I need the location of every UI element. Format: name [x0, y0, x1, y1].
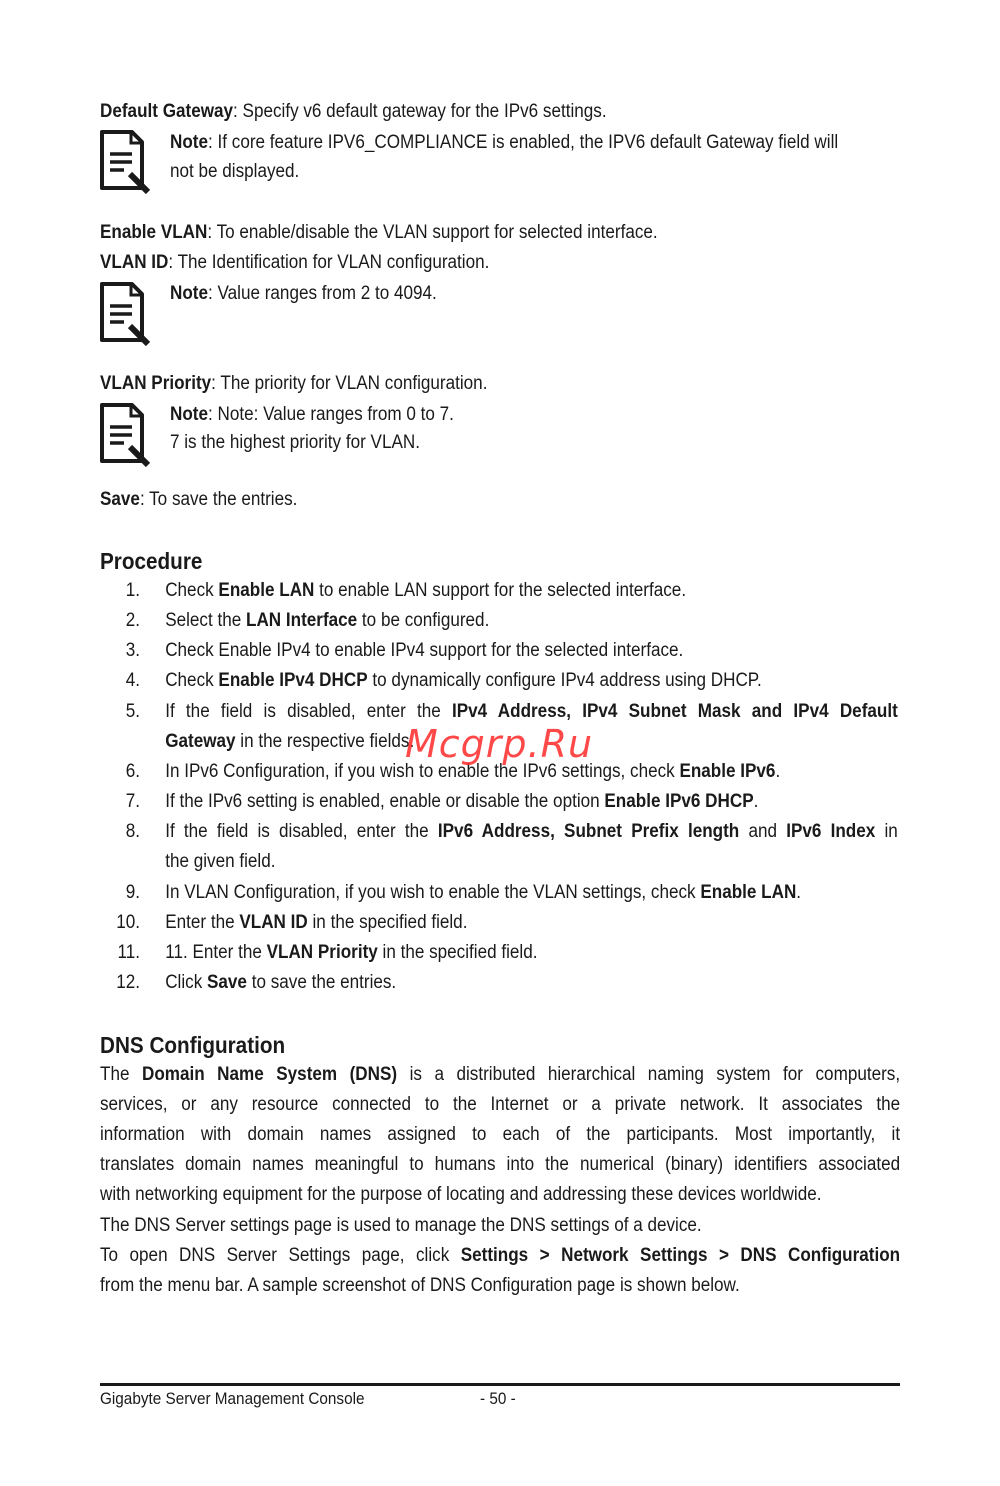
term: Default Gateway: [100, 101, 234, 122]
step-text: Check: [165, 670, 219, 691]
step-number: 4.: [125, 670, 140, 691]
step-text: Enter the: [165, 912, 240, 933]
note1-line1: [170, 128, 839, 158]
watermark-text: Mcgrp.Ru: [405, 722, 594, 766]
step-number: 8.: [125, 821, 140, 842]
step-bold: IPv4 Address, IPv4 Subnet Mask and IPv4 Default: [452, 701, 898, 722]
step-text: in the specified field.: [377, 942, 538, 963]
term: Save: [100, 489, 140, 510]
dns-paragraph-line: with networking equipment for the purpose of locating and addressing these devices worldwide.: [100, 1184, 822, 1205]
step-number: 11.: [117, 942, 140, 963]
vlan-id-line: [100, 248, 820, 278]
dns-paragraph-line: services, or any resource connected to the Internet or a private network. It associates the: [100, 1094, 901, 1115]
dns-heading: DNS Configuration: [100, 1032, 286, 1058]
term: VLAN ID: [100, 252, 169, 273]
step-text: Click: [165, 972, 208, 993]
note-label: Note: [170, 132, 209, 153]
step-text: .: [753, 791, 759, 812]
desc: : To save the entries.: [139, 489, 298, 510]
step-number: 5.: [125, 701, 140, 722]
step-text: .: [796, 882, 802, 903]
step-text: to dynamically configure IPv4 address using DHCP.: [367, 670, 762, 691]
step-bold: Enable LAN: [218, 580, 315, 601]
text: The: [100, 1064, 142, 1085]
step-number: 2.: [125, 610, 140, 631]
step-text: In IPv6 Configuration, if you wish to enable the IPv6 settings, check: [165, 761, 680, 782]
step-text: .: [775, 761, 781, 782]
note2-line1: [170, 279, 827, 309]
step-text: in the specified field.: [307, 912, 468, 933]
step-bold: Gateway: [165, 731, 236, 752]
step-text: Check Enable IPv4 to enable IPv4 support for the selected interface.: [165, 640, 684, 661]
dns-paragraph-line: information with domain names assigned to each of the participants. Most importantly, it: [100, 1124, 901, 1145]
step-bold: IPv6 Index: [786, 821, 876, 842]
menu-path: Settings > Network Settings > DNS Configuration: [460, 1245, 901, 1266]
step-text: in: [875, 821, 898, 842]
bold-text: Domain Name System (DNS): [141, 1064, 398, 1085]
enable-vlan-line: [100, 218, 820, 248]
note-label: Note: [170, 404, 209, 425]
step-bold: IPv6 Address, Subnet Prefix length: [437, 821, 740, 842]
note3-line1: [170, 400, 827, 430]
page-number: - 50 -: [480, 1389, 516, 1408]
term: Enable VLAN: [100, 222, 208, 243]
text: is a distributed hierarchical naming system for computers,: [397, 1064, 901, 1085]
step-text: If the field is disabled, enter the: [165, 821, 438, 842]
step-number: 10.: [116, 912, 140, 933]
desc: : To enable/disable the VLAN support for selected interface.: [207, 222, 658, 243]
step-text: to save the entries.: [246, 972, 397, 993]
dns-paragraph-line: [100, 1060, 900, 1090]
step-number: 9.: [125, 882, 140, 903]
note-icon: [98, 280, 156, 348]
term: VLAN Priority: [100, 373, 212, 394]
vlan-priority-line: [100, 369, 820, 399]
note-label: Note: [170, 283, 209, 304]
dns-paragraph-line: [100, 1241, 900, 1271]
dns-paragraph-line: from the menu bar. A sample screenshot of DNS Configuration page is shown below.: [100, 1275, 740, 1296]
footer-title: Gigabyte Server Management Console: [100, 1389, 365, 1408]
step-bold: Enable IPv4 DHCP: [218, 670, 368, 691]
note-text: : Note: Value ranges from 0 to 7.: [208, 404, 454, 425]
step-bold: Enable LAN: [700, 882, 797, 903]
step-number: 12.: [116, 972, 140, 993]
note-text: : If core feature IPV6_COMPLIANCE is enabled, the IPV6 default Gateway field will: [208, 132, 839, 153]
step-text: to enable LAN support for the selected interface.: [314, 580, 687, 601]
step-text: to be configured.: [357, 610, 490, 631]
step-number: 6.: [125, 761, 140, 782]
desc: : The priority for VLAN configuration.: [211, 373, 488, 394]
step-number: 7.: [125, 791, 140, 812]
step-text: Select the: [165, 610, 247, 631]
desc: : The Identification for VLAN configuration.: [168, 252, 490, 273]
step-text: Check: [165, 580, 219, 601]
note1-line2: not be displayed.: [170, 161, 300, 182]
dns-paragraph-line: The DNS Server settings page is used to manage the DNS settings of a device.: [100, 1215, 702, 1236]
step-number: 1.: [125, 580, 140, 601]
step-number: 3.: [125, 640, 140, 661]
note-icon: [98, 401, 156, 469]
text: To open DNS Server Settings page, click: [100, 1245, 461, 1266]
step-text: If the field is disabled, enter the: [165, 701, 453, 722]
step-text: and: [739, 821, 787, 842]
note-icon: [98, 128, 156, 196]
step-text: If the IPv6 setting is enabled, enable or disable the option: [165, 791, 605, 812]
desc: : Specify v6 default gateway for the IPv6 settings.: [233, 101, 607, 122]
step-text: 11. Enter the: [165, 942, 267, 963]
dns-paragraph-line: translates domain names meaningful to humans into the numerical (binary) identifiers associated: [100, 1154, 901, 1175]
step-bold: LAN Interface: [246, 610, 358, 631]
step-bold: VLAN ID: [239, 912, 308, 933]
default-gateway-line: [100, 97, 820, 127]
step-bold: Enable IPv6: [679, 761, 776, 782]
note-text: : Value ranges from 2 to 4094.: [208, 283, 437, 304]
procedure-heading: Procedure: [100, 548, 203, 574]
step-text: the given field.: [165, 851, 276, 872]
step-bold: Save: [207, 972, 247, 993]
step-text: in the respective fields.: [235, 731, 415, 752]
note3-line2: 7 is the highest priority for VLAN.: [170, 432, 420, 453]
step-bold: Enable IPv6 DHCP: [604, 791, 754, 812]
save-line: [100, 485, 820, 515]
step-bold: VLAN Priority: [266, 942, 378, 963]
step-text: In VLAN Configuration, if you wish to enable the VLAN settings, check: [165, 882, 701, 903]
